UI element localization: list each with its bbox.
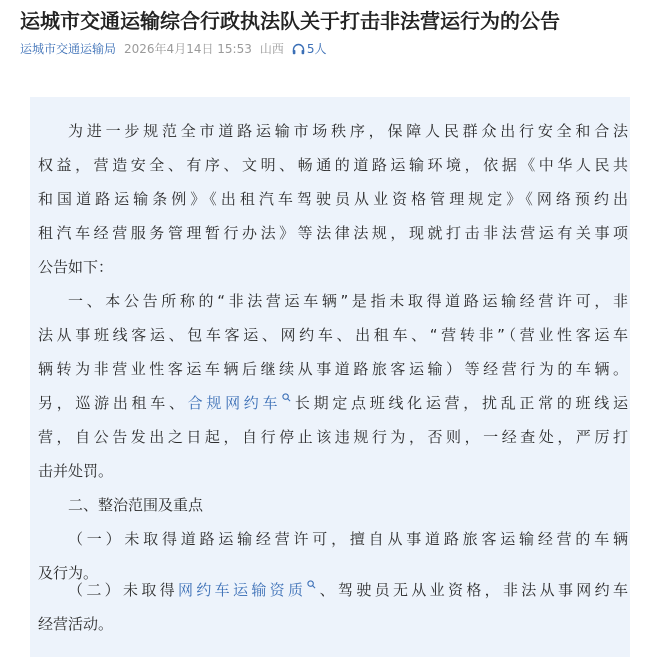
text-line: 权益，营造安全、有序、文明、畅通的道路运输环境，依据《中华人民共 [38, 156, 628, 174]
text-line: 为进一步规范全市道路运输市场秩序，保障人民群众出行安全和合法 [68, 122, 628, 140]
compliant-ride-hailing-link[interactable] [188, 394, 292, 412]
text-line: 营，自公告发出之日起，自行停止该违规行为，否则，一经查处，严厉打 [38, 428, 628, 446]
link-label: 网约车运输资质 [178, 581, 307, 599]
headphones-icon [292, 43, 305, 55]
article-title: 运城市交通运输综合行政执法队关于打击非法营运行为的公告 [20, 9, 560, 33]
text-line: 二、整治范围及重点 [68, 496, 204, 514]
article-source-link[interactable]: 运城市交通运输局 [20, 42, 117, 56]
text-segment: 、驾驶员无从业资格，非法从事网约车 [316, 581, 628, 599]
text-line: （一）未取得道路运输经营许可，擅自从事道路旅客运输经营的车辆 [68, 530, 628, 548]
text-line: 租汽车经营服务管理暂行办法》等法律法规，现就打击非法营运有关事项 [38, 224, 628, 242]
text-line: 一、本公告所称的“非法营运车辆”是指未取得道路运输经营许可，非 [68, 292, 628, 310]
ride-hailing-qualification-link[interactable] [178, 581, 316, 599]
text-segment: （二）未取得 [68, 581, 178, 599]
text-line: 击并处罚。 [38, 462, 114, 480]
text-line: 和国道路运输条例》《出租汽车驾驶员从业资格管理规定》《网络预约出 [38, 190, 628, 208]
text-line: 公告如下： [38, 258, 114, 276]
article-date: 2026年4月14日 15:53 [124, 42, 252, 56]
paragraph-definition [38, 284, 628, 488]
paragraph-item-2 [38, 573, 628, 641]
text-segment: 长期定点班线化运营，扰乱正常的班线运 [291, 394, 628, 412]
search-icon [282, 393, 291, 402]
text-line: 经营活动。 [38, 615, 114, 633]
article-region: 山西 [259, 42, 284, 56]
article-meta [20, 40, 327, 58]
listen-button[interactable] [292, 40, 327, 58]
text-line [38, 573, 628, 607]
paragraph-intro [38, 114, 628, 284]
text-line: 法从事班线客运、包车客运、网约车、出租车、“营转非”（营业性客运车 [38, 326, 628, 344]
text-segment: 另，巡游出租车、 [38, 394, 188, 412]
text-line [38, 386, 628, 420]
section-heading [38, 488, 628, 522]
listener-count: 5人 [306, 42, 327, 56]
search-icon [307, 580, 316, 589]
text-line: 辆转为非营业性客运车辆后继续从事道路旅客运输）等经营行为的车辆。 [38, 360, 628, 378]
text-line: 及行为。 [38, 564, 99, 582]
link-label: 合规网约车 [187, 394, 282, 412]
